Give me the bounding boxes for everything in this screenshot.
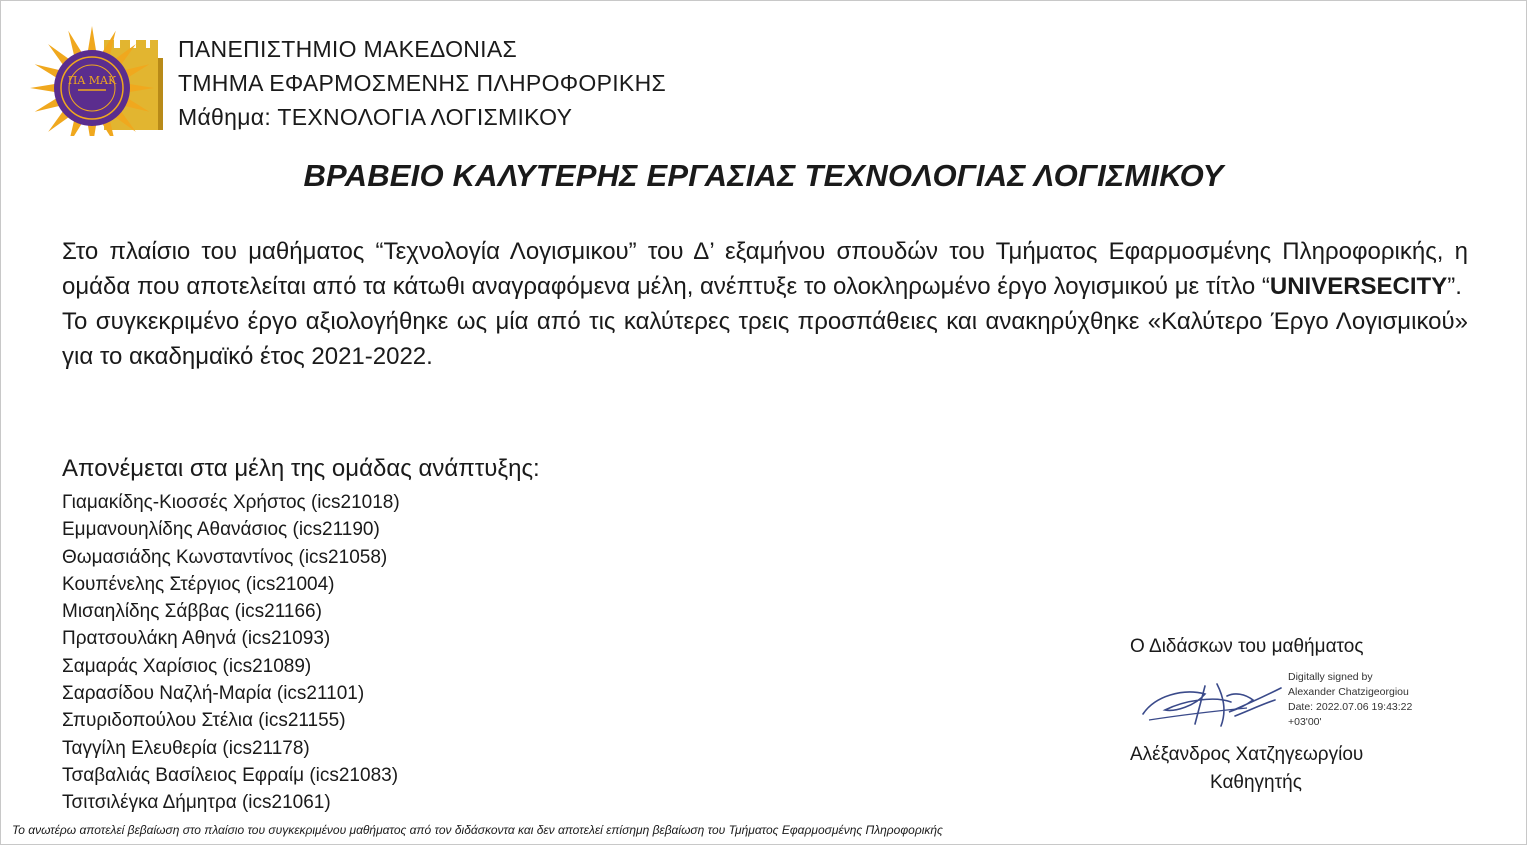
university-logo-icon	[16, 18, 164, 136]
list-item: Σαρασίδου Ναζλή-Μαρία (ics21101)	[62, 683, 365, 705]
members-list	[62, 489, 400, 817]
sun-ray	[30, 84, 56, 93]
logo-letters: ΠΑ ΜΑΚ	[67, 74, 117, 87]
department-name: ΤΜΗΜΑ ΕΦΑΡΜΟΣΜΕΝΗΣ ΠΛΗΡΟΦΟΡΙΚΗΣ	[178, 70, 666, 96]
award-description	[62, 234, 1468, 374]
list-item: Κουπένελης Στέργιος (ics21004)	[62, 573, 335, 595]
digital-signature-info: Digitally signed by Alexander Chatzigeorgiou Date: 2022.07.06 19:43:22 +03'00'	[1288, 671, 1413, 728]
course-name: Μάθημα: ΤΕΧΝΟΛΟΓΙΑ ΛΟΓΙΣΜΙΚΟΥ	[178, 104, 573, 130]
signature-block	[1110, 630, 1450, 800]
list-item: Εμμανουηλίδης Αθανάσιος (ics21190)	[62, 519, 380, 541]
list-item: Πρατσουλάκη Αθηνά (ics21093)	[62, 628, 331, 650]
award-title: ΒΡΑΒΕΙΟ ΚΑΛΥΤΕΡΗΣ ΕΡΓΑΣΙΑΣ ΤΕΧΝΟΛΟΓΙΑΣ ΛΟΓΙΣΜΙΚΟΥ	[303, 158, 1224, 193]
footer-disclaimer: Το ανωτέρω αποτελεί βεβαίωση στο πλαίσιο του συγκεκριμένου μαθήματος από τον διδάσκοντα και δεν αποτελεί επίσημη βεβαίωση του Τμήματος Εφαρμοσμένης Πληροφορικής	[12, 823, 943, 837]
signer-title: Καθηγητής	[1210, 772, 1302, 793]
signer-name: Αλέξανδρος Χατζηγεωργίου	[1130, 744, 1364, 765]
list-item: Σαμαράς Χαρίσιος (ics21089)	[62, 655, 312, 677]
members-heading: Απονέμεται στα μέλη της ομάδας ανάπτυξης:	[62, 455, 540, 482]
list-item: Μισαηλίδης Σάββας (ics21166)	[62, 601, 322, 623]
project-name: UNIVERSECITY	[1269, 273, 1448, 300]
list-item: Τσιτσιλέγκα Δήμητρα (ics21061)	[62, 792, 331, 814]
list-item: Ταγγίλη Ελευθερία (ics21178)	[62, 737, 310, 759]
list-item: Γιαμακίδης-Κιοσσές Χρήστος (ics21018)	[62, 492, 400, 513]
description-paragraph-1: Στο πλαίσιο του μαθήματος “Τεχνολογία Λογισμικου” του Δ’ εξαμήνου σπουδών του Τμήματος Εφαρμοσμένης Πληροφορικής, η ομάδα που αποτελείται από τα κάτωθι αναγραφόμενα μέλη, ανέπτυξε το ολοκληρωμένο έργο λογισμικού με τίτλο “UNIVERSECITY”.	[62, 238, 1468, 300]
description-paragraph-2: Το συγκεκριμένο έργο αξιολογήθηκε ως μία από τις καλύτερες τρεις προσπάθειες και ανακηρύχθηκε «Καλύτερο Έργο Λογισμικού» για το ακαδημαϊκό έτος 2021-2022.	[62, 308, 1468, 370]
list-item: Σπυριδοπούλου Στέλια (ics21155)	[62, 710, 346, 732]
sun-ray	[88, 26, 97, 52]
signer-role: Ο Διδάσκων του μαθήματος	[1130, 636, 1364, 657]
handwritten-signature-icon	[1135, 666, 1285, 738]
list-item: Θωμασιάδης Κωνσταντίνος (ics21058)	[62, 546, 388, 568]
university-name: ΠΑΝΕΠΙΣΤΗΜΙΟ ΜΑΚΕΔΟΝΙΑΣ	[178, 36, 518, 62]
list-item: Τσαβαλιάς Βασίλειος Εφραίμ (ics21083)	[62, 764, 399, 786]
institution-header	[178, 32, 666, 134]
